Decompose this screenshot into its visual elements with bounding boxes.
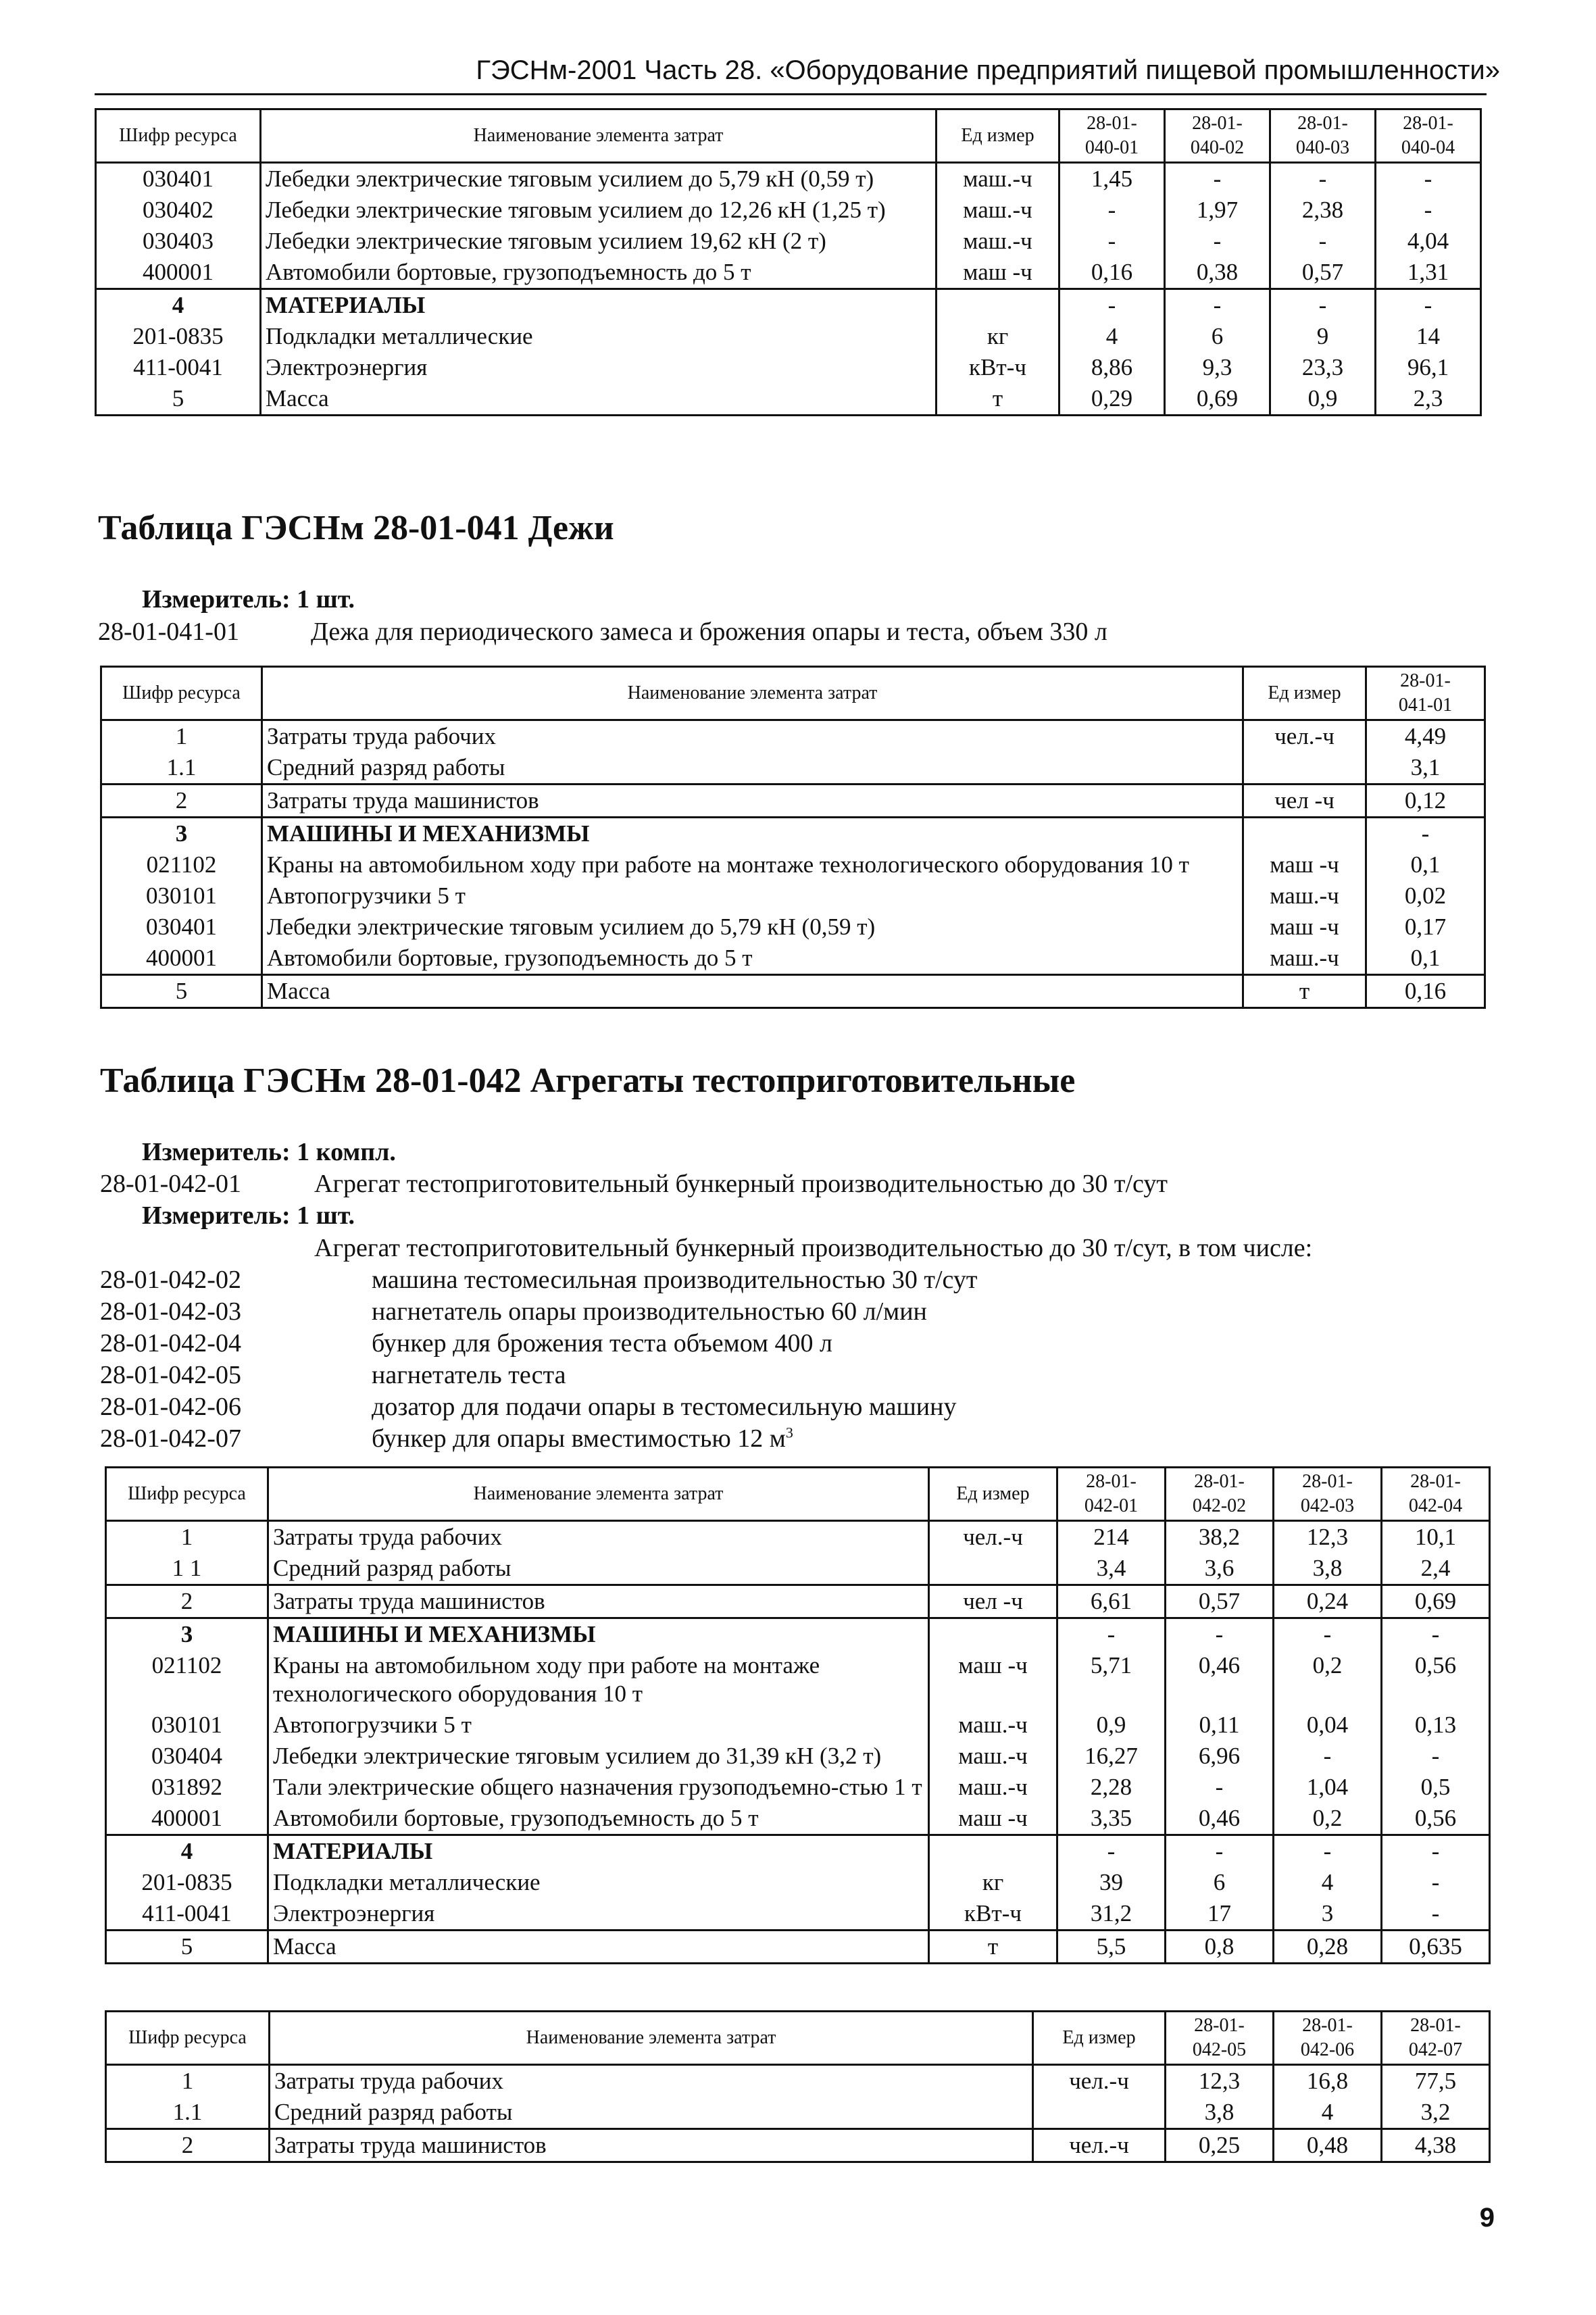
- table-row: [96, 163, 1481, 195]
- col-unit-header: Ед измер: [1033, 2012, 1166, 2065]
- col-code-header: Шифр ресурса: [96, 109, 261, 163]
- row-value: 17: [1166, 1898, 1274, 1931]
- col-code-header: Шифр ресурса: [106, 1468, 268, 1521]
- row-value: -: [1376, 163, 1481, 195]
- row-code: 1.1: [106, 2097, 270, 2129]
- row-value: 0,69: [1165, 383, 1270, 416]
- item-text-label: нагнетатель теста: [372, 1361, 566, 1389]
- table-row: [101, 880, 1485, 912]
- row-code: 411-0041: [96, 352, 261, 383]
- row-code: 2: [106, 2129, 270, 2162]
- col-value-header: 28-01- 042-01: [1057, 1468, 1166, 1521]
- table-row: [106, 1931, 1490, 1964]
- row-name: МАТЕРИАЛЫ: [268, 1835, 929, 1868]
- row-value: -: [1270, 163, 1376, 195]
- row-unit: маш -ч: [929, 1803, 1057, 1835]
- table-row: [106, 1553, 1490, 1585]
- row-value: 31,2: [1057, 1898, 1166, 1931]
- row-value: 23,3: [1270, 352, 1376, 383]
- row-unit: маш.-ч: [937, 226, 1059, 257]
- item-text: [372, 1328, 832, 1358]
- row-value: 14: [1376, 321, 1481, 352]
- row-code: 030402: [96, 195, 261, 226]
- row-value: 16,8: [1274, 2065, 1382, 2097]
- row-name: Автопогрузчики 5 т: [268, 1710, 929, 1741]
- row-code: 030401: [101, 912, 262, 943]
- row-code: 1 1: [106, 1553, 268, 1585]
- row-value: -: [1165, 289, 1270, 322]
- table-header-row: [101, 667, 1485, 720]
- row-value: 39: [1057, 1867, 1166, 1898]
- row-value: 4: [1059, 321, 1165, 352]
- row-value: -: [1057, 1835, 1166, 1868]
- col-name-header: Наименование элемента затрат: [262, 667, 1243, 720]
- item-code: 28-01-042-07: [100, 1424, 241, 1453]
- row-value: 0,8: [1166, 1931, 1274, 1964]
- table-row: [106, 1803, 1490, 1835]
- row-value: 2,38: [1270, 195, 1376, 226]
- row-name: Масса: [262, 975, 1243, 1008]
- table-row: [96, 226, 1481, 257]
- row-value: 9,3: [1165, 352, 1270, 383]
- item-text: [372, 1360, 566, 1390]
- row-unit: т: [937, 383, 1059, 416]
- table-row: [96, 321, 1481, 352]
- item-code: 28-01-042-03: [100, 1297, 241, 1326]
- row-value: 5,5: [1057, 1931, 1166, 1964]
- row-value: 0,17: [1366, 912, 1485, 943]
- row-value: 0,38: [1165, 257, 1270, 289]
- col-unit-header: Ед измер: [1243, 667, 1366, 720]
- row-name: Средний разряд работы: [268, 1553, 929, 1585]
- row-value: 0,28: [1274, 1931, 1382, 1964]
- table-row: [106, 1585, 1490, 1618]
- row-name: Автомобили бортовые, грузоподъемность до 5 т: [268, 1803, 929, 1835]
- row-value: 0,9: [1057, 1710, 1166, 1741]
- row-name: Лебедки электрические тяговым усилием до 5,79 кН (0,59 т): [262, 912, 1243, 943]
- row-value: 0,11: [1166, 1710, 1274, 1741]
- row-value: -: [1366, 818, 1485, 850]
- row-name: Автопогрузчики 5 т: [262, 880, 1243, 912]
- row-value: 3: [1274, 1898, 1382, 1931]
- row-value: -: [1270, 289, 1376, 322]
- row-unit: маш -ч: [1243, 849, 1366, 880]
- table-row: [106, 1898, 1490, 1931]
- table-row: [106, 1618, 1490, 1651]
- row-name: Масса: [261, 383, 937, 416]
- table-row: [106, 1741, 1490, 1772]
- row-value: 10,1: [1382, 1521, 1490, 1553]
- row-unit: т: [1243, 975, 1366, 1008]
- row-value: -: [1382, 1898, 1490, 1931]
- row-value: -: [1165, 163, 1270, 195]
- row-value: 214: [1057, 1521, 1166, 1553]
- row-unit: маш.-ч: [929, 1710, 1057, 1741]
- row-value: 4,04: [1376, 226, 1481, 257]
- row-unit: чел.-ч: [1243, 720, 1366, 753]
- row-name: Масса: [268, 1931, 929, 1964]
- table-row: [96, 257, 1481, 289]
- row-code: 3: [106, 1618, 268, 1651]
- item-text: [372, 1392, 956, 1422]
- row-value: 0,1: [1366, 943, 1485, 975]
- col-value-header: 28-01- 042-04: [1382, 1468, 1490, 1521]
- section-title-042: Таблица ГЭСНм 28-01-042 Агрегаты тестоприготовительные: [100, 1062, 1076, 1100]
- table-row: [106, 2065, 1490, 2097]
- table-row: [106, 1650, 1490, 1710]
- row-value: 3,8: [1274, 1553, 1382, 1585]
- row-name: Затраты труда машинистов: [262, 785, 1243, 818]
- row-name: Лебедки электрические тяговым усилием 19,62 кН (2 т): [261, 226, 937, 257]
- intro-text: Агрегат тестоприготовительный бункерный производительностью до 30 т/сут, в том числе:: [314, 1234, 1313, 1262]
- row-code: 5: [96, 383, 261, 416]
- row-code: 030403: [96, 226, 261, 257]
- table-row: [101, 943, 1485, 975]
- row-name: Средний разряд работы: [270, 2097, 1033, 2129]
- table-row: [101, 912, 1485, 943]
- row-name: Лебедки электрические тяговым усилием до 31,39 кН (3,2 т): [268, 1741, 929, 1772]
- row-code: 030101: [101, 880, 262, 912]
- col-value-header: 28-01- 042-03: [1274, 1468, 1382, 1521]
- item-code: 28-01-042-02: [100, 1266, 241, 1294]
- row-unit: [1033, 2097, 1166, 2129]
- row-value: 1,31: [1376, 257, 1481, 289]
- row-unit: чел -ч: [929, 1585, 1057, 1618]
- col-value-header: 28-01- 042-06: [1274, 2012, 1382, 2065]
- row-unit: маш.-ч: [929, 1741, 1057, 1772]
- item-text-label: машина тестомесильная производительностью 30 т/сут: [372, 1266, 978, 1294]
- row-unit: маш -ч: [929, 1650, 1057, 1710]
- row-value: 0,56: [1382, 1803, 1490, 1835]
- row-value: 0,12: [1366, 785, 1485, 818]
- row-value: 5,71: [1057, 1650, 1166, 1710]
- row-name: Лебедки электрические тяговым усилием до 12,26 кН (1,25 т): [261, 195, 937, 226]
- item-text: [372, 1297, 927, 1326]
- table-header-row: [106, 2012, 1490, 2065]
- row-name: Тали электрические общего назначения грузоподъемно-стью 1 т: [268, 1772, 929, 1803]
- row-value: 0,46: [1166, 1650, 1274, 1710]
- row-code: 5: [101, 975, 262, 1008]
- row-value: -: [1059, 226, 1165, 257]
- page-header: ГЭСНм-2001 Часть 28. «Оборудование предприятий пищевой промышленности»: [476, 55, 1500, 85]
- row-name: Краны на автомобильном ходу при работе на монтаже технологического оборудования 10 т: [262, 849, 1243, 880]
- row-code: 2: [101, 785, 262, 818]
- row-name: Затраты труда рабочих: [268, 1521, 929, 1553]
- item-code: 28-01-042-01: [100, 1170, 241, 1198]
- row-name: Электроэнергия: [268, 1898, 929, 1931]
- item-text: Дежа для периодического замеса и брожения опары и теста, объем 330 л: [311, 618, 1107, 646]
- superscript: 3: [785, 1424, 793, 1441]
- table-row: [101, 752, 1485, 785]
- row-value: 9: [1270, 321, 1376, 352]
- row-value: 0,2: [1274, 1803, 1382, 1835]
- row-code: 411-0041: [106, 1898, 268, 1931]
- table-28-01-042-a: [105, 1466, 1491, 1964]
- row-value: 6,61: [1057, 1585, 1166, 1618]
- row-value: 3,8: [1166, 2097, 1274, 2129]
- row-value: -: [1382, 1835, 1490, 1868]
- item-text-label: дозатор для подачи опары в тестомесильную машину: [372, 1393, 957, 1421]
- row-value: 1,97: [1165, 195, 1270, 226]
- row-value: 0,46: [1166, 1803, 1274, 1835]
- table-row: [106, 1867, 1490, 1898]
- row-value: -: [1165, 226, 1270, 257]
- row-value: 0,24: [1274, 1585, 1382, 1618]
- row-value: 2,3: [1376, 383, 1481, 416]
- row-value: 0,635: [1382, 1931, 1490, 1964]
- row-value: 0,02: [1366, 880, 1485, 912]
- row-value: 38,2: [1166, 1521, 1274, 1553]
- row-value: -: [1166, 1835, 1274, 1868]
- row-code: 021102: [106, 1650, 268, 1710]
- row-unit: [929, 1835, 1057, 1868]
- row-code: 1: [106, 2065, 270, 2097]
- row-value: -: [1059, 195, 1165, 226]
- row-value: -: [1057, 1618, 1166, 1651]
- table-row: [96, 289, 1481, 322]
- row-unit: кВт-ч: [929, 1898, 1057, 1931]
- row-value: 0,9: [1270, 383, 1376, 416]
- col-name-header: Наименование элемента затрат: [261, 109, 937, 163]
- row-unit: кВт-ч: [937, 352, 1059, 383]
- table-row: [106, 2097, 1490, 2129]
- row-code: 4: [96, 289, 261, 322]
- row-unit: [929, 1553, 1057, 1585]
- table-header-row: [106, 1468, 1490, 1521]
- table-row: [106, 1521, 1490, 1553]
- row-value: 4,49: [1366, 720, 1485, 753]
- row-unit: [1243, 818, 1366, 850]
- row-value: 0,5: [1382, 1772, 1490, 1803]
- item-text-label: бункер для брожения теста объемом 400 л: [372, 1329, 832, 1358]
- row-unit: чел -ч: [1243, 785, 1366, 818]
- row-value: -: [1382, 1867, 1490, 1898]
- row-code: 400001: [106, 1803, 268, 1835]
- item-code: 28-01-042-05: [100, 1361, 241, 1389]
- row-value: 0,48: [1274, 2129, 1382, 2162]
- row-code: 1: [101, 720, 262, 753]
- row-value: 77,5: [1382, 2065, 1490, 2097]
- row-unit: маш.-ч: [1243, 880, 1366, 912]
- row-value: -: [1376, 289, 1481, 322]
- row-code: 3: [101, 818, 262, 850]
- row-unit: кг: [937, 321, 1059, 352]
- row-value: 0,1: [1366, 849, 1485, 880]
- row-code: 030404: [106, 1741, 268, 1772]
- table-28-01-040: [95, 108, 1482, 416]
- item-text: [372, 1265, 977, 1295]
- item-text: Агрегат тестоприготовительный бункерный производительностью до 30 т/сут: [314, 1170, 1168, 1198]
- row-value: 0,56: [1382, 1650, 1490, 1710]
- col-code-header: Шифр ресурса: [106, 2012, 270, 2065]
- row-value: 0,16: [1366, 975, 1485, 1008]
- table-28-01-041: [100, 666, 1486, 1009]
- row-value: -: [1376, 195, 1481, 226]
- item-code: 28-01-041-01: [98, 618, 239, 646]
- row-value: 3,2: [1382, 2097, 1490, 2129]
- col-name-header: Наименование элемента затрат: [268, 1468, 929, 1521]
- row-name: Затраты труда машинистов: [270, 2129, 1033, 2162]
- table-row: [101, 849, 1485, 880]
- row-value: -: [1270, 226, 1376, 257]
- row-name: Краны на автомобильном ходу при работе на монтаже технологического оборудования 10 т: [268, 1650, 929, 1710]
- item-text: [372, 1424, 793, 1453]
- col-value-header: 28-01- 041-01: [1366, 667, 1485, 720]
- table-row: [101, 720, 1485, 753]
- table-row: [101, 818, 1485, 850]
- table-row: [106, 1772, 1490, 1803]
- row-name: Автомобили бортовые, грузоподъемность до 5 т: [261, 257, 937, 289]
- row-unit: маш -ч: [1243, 912, 1366, 943]
- row-name: МАШИНЫ И МЕХАНИЗМЫ: [268, 1618, 929, 1651]
- item-code: 28-01-042-06: [100, 1393, 241, 1421]
- row-value: 4: [1274, 1867, 1382, 1898]
- row-value: 0,13: [1382, 1710, 1490, 1741]
- col-value-header: 28-01- 040-03: [1270, 109, 1376, 163]
- measure-label: Измеритель: 1 шт.: [142, 585, 355, 614]
- table-row: [106, 1835, 1490, 1868]
- table-row: [106, 1710, 1490, 1741]
- row-value: 0,04: [1274, 1710, 1382, 1741]
- table-row: [106, 2129, 1490, 2162]
- row-code: 031892: [106, 1772, 268, 1803]
- row-value: -: [1274, 1835, 1382, 1868]
- table-row: [96, 195, 1481, 226]
- row-code: 400001: [96, 257, 261, 289]
- row-value: 1,04: [1274, 1772, 1382, 1803]
- section-title-041: Таблица ГЭСНм 28-01-041 Дежи: [98, 509, 614, 547]
- row-name: Автомобили бортовые, грузоподъемность до 5 т: [262, 943, 1243, 975]
- row-unit: [929, 1618, 1057, 1651]
- header-rule: [95, 93, 1487, 95]
- row-value: 0,2: [1274, 1650, 1382, 1710]
- row-unit: маш -ч: [937, 257, 1059, 289]
- row-name: МАШИНЫ И МЕХАНИЗМЫ: [262, 818, 1243, 850]
- row-code: 1: [106, 1521, 268, 1553]
- row-code: 201-0835: [96, 321, 261, 352]
- row-value: -: [1382, 1618, 1490, 1651]
- row-name: Подкладки металлические: [261, 321, 937, 352]
- row-unit: кг: [929, 1867, 1057, 1898]
- row-code: 021102: [101, 849, 262, 880]
- row-code: 400001: [101, 943, 262, 975]
- row-value: 6: [1166, 1867, 1274, 1898]
- row-value: 12,3: [1274, 1521, 1382, 1553]
- row-name: Средний разряд работы: [262, 752, 1243, 785]
- row-value: 4: [1274, 2097, 1382, 2129]
- row-code: 201-0835: [106, 1867, 268, 1898]
- page-number: 9: [1479, 2203, 1495, 2233]
- row-unit: чел.-ч: [1033, 2129, 1166, 2162]
- row-value: 2,28: [1057, 1772, 1166, 1803]
- row-name: Подкладки металлические: [268, 1867, 929, 1898]
- col-code-header: Шифр ресурса: [101, 667, 262, 720]
- row-code: 030101: [106, 1710, 268, 1741]
- row-value: 3,1: [1366, 752, 1485, 785]
- row-unit: чел.-ч: [1033, 2065, 1166, 2097]
- item-text-label: бункер для опары вместимостью 12 м: [372, 1424, 786, 1453]
- row-name: Затраты труда рабочих: [262, 720, 1243, 753]
- row-name: Лебедки электрические тяговым усилием до 5,79 кН (0,59 т): [261, 163, 937, 195]
- row-unit: маш.-ч: [1243, 943, 1366, 975]
- col-value-header: 28-01- 042-02: [1166, 1468, 1274, 1521]
- row-value: 96,1: [1376, 352, 1481, 383]
- row-name: МАТЕРИАЛЫ: [261, 289, 937, 322]
- row-code: 4: [106, 1835, 268, 1868]
- row-value: 0,29: [1059, 383, 1165, 416]
- row-value: 3,35: [1057, 1803, 1166, 1835]
- col-value-header: 28-01- 040-02: [1165, 109, 1270, 163]
- row-value: 3,4: [1057, 1553, 1166, 1585]
- row-value: 6,96: [1166, 1741, 1274, 1772]
- col-unit-header: Ед измер: [929, 1468, 1057, 1521]
- row-value: -: [1059, 289, 1165, 322]
- row-value: 12,3: [1166, 2065, 1274, 2097]
- row-value: -: [1166, 1618, 1274, 1651]
- item-code: 28-01-042-04: [100, 1329, 241, 1358]
- row-unit: маш.-ч: [937, 195, 1059, 226]
- row-name: Затраты труда рабочих: [270, 2065, 1033, 2097]
- row-value: -: [1166, 1772, 1274, 1803]
- table-28-01-042-b: [105, 2010, 1491, 2163]
- row-value: 16,27: [1057, 1741, 1166, 1772]
- row-unit: [937, 289, 1059, 322]
- table-row: [96, 383, 1481, 416]
- row-value: -: [1382, 1741, 1490, 1772]
- row-unit: маш.-ч: [929, 1772, 1057, 1803]
- item-text-label: нагнетатель опары производительностью 60 л/мин: [372, 1297, 927, 1326]
- row-code: 2: [106, 1585, 268, 1618]
- row-value: 3,6: [1166, 1553, 1274, 1585]
- row-unit: чел.-ч: [929, 1521, 1057, 1553]
- row-value: 8,86: [1059, 352, 1165, 383]
- row-value: 6: [1165, 321, 1270, 352]
- table-row: [101, 975, 1485, 1008]
- measure-label: Измеритель: 1 компл.: [142, 1138, 396, 1166]
- row-name: Электроэнергия: [261, 352, 937, 383]
- row-value: 0,57: [1166, 1585, 1274, 1618]
- col-unit-header: Ед измер: [937, 109, 1059, 163]
- row-name: Затраты труда машинистов: [268, 1585, 929, 1618]
- row-unit: т: [929, 1931, 1057, 1964]
- row-code: 030401: [96, 163, 261, 195]
- row-unit: [1243, 752, 1366, 785]
- row-code: 5: [106, 1931, 268, 1964]
- row-value: 0,69: [1382, 1585, 1490, 1618]
- row-code: 1.1: [101, 752, 262, 785]
- row-unit: маш.-ч: [937, 163, 1059, 195]
- row-value: -: [1274, 1618, 1382, 1651]
- row-value: -: [1274, 1741, 1382, 1772]
- row-value: 0,25: [1166, 2129, 1274, 2162]
- table-row: [101, 785, 1485, 818]
- row-value: 2,4: [1382, 1553, 1490, 1585]
- col-value-header: 28-01- 042-07: [1382, 2012, 1490, 2065]
- measure-label: Измеритель: 1 шт.: [142, 1201, 355, 1230]
- col-value-header: 28-01- 042-05: [1166, 2012, 1274, 2065]
- row-value: 0,16: [1059, 257, 1165, 289]
- col-name-header: Наименование элемента затрат: [270, 2012, 1033, 2065]
- table-row: [96, 352, 1481, 383]
- col-value-header: 28-01- 040-01: [1059, 109, 1165, 163]
- row-value: 0,57: [1270, 257, 1376, 289]
- table-header-row: [96, 109, 1481, 163]
- row-value: 1,45: [1059, 163, 1165, 195]
- row-value: 4,38: [1382, 2129, 1490, 2162]
- col-value-header: 28-01- 040-04: [1376, 109, 1481, 163]
